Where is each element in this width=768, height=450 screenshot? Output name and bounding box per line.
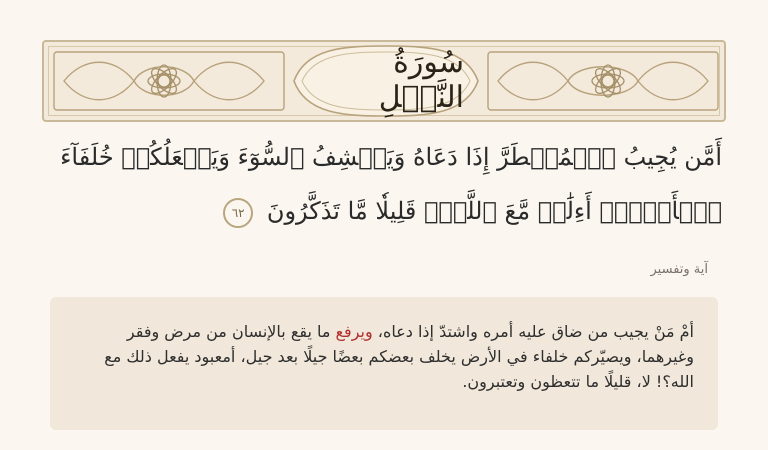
quran-verse: [32, 130, 722, 238]
tafsir-box: [50, 297, 718, 430]
tafsir-text-end: ما يقع بالإنسان من مرض وفقر وغيرهما، ويصيّركم خلفاء في الأرض يخلف بعضكم بعضًا جيلًا بعد جيل، أمعبود يفعل ذلك مع الله؟! لا، قليلًا ما تتعظون وتعتبرون.: [104, 322, 694, 391]
verse-text: أَمَّن يُجِيبُ ٱلۡمُضۡطَرَّ إِذَا دَعَاهُ وَيَكۡشِفُ ٱلسُّوٓءَ وَيَجۡعَلُكُمۡ خُلَفَآءَ ٱلۡأَرۡضِۗ أَءِلَٰهٞ مَّعَ ٱللَّهِۚ قَلِيلٗا مَّا تَذَكَّرُونَ: [60, 143, 722, 225]
tafsir-text-start: أمْ مَنْ يجيب من ضاق عليه أمره واشتدّ إذا دعاه،: [372, 322, 694, 341]
surah-header-banner: [42, 40, 726, 122]
tafsir-section-label: آية وتفسير: [650, 262, 708, 277]
ayah-number-marker: ٦٢: [223, 198, 253, 228]
tafsir-highlight-word[interactable]: ويرفع: [335, 322, 373, 341]
surah-title: سُورَةُ النَّمۡلِ: [378, 45, 464, 115]
